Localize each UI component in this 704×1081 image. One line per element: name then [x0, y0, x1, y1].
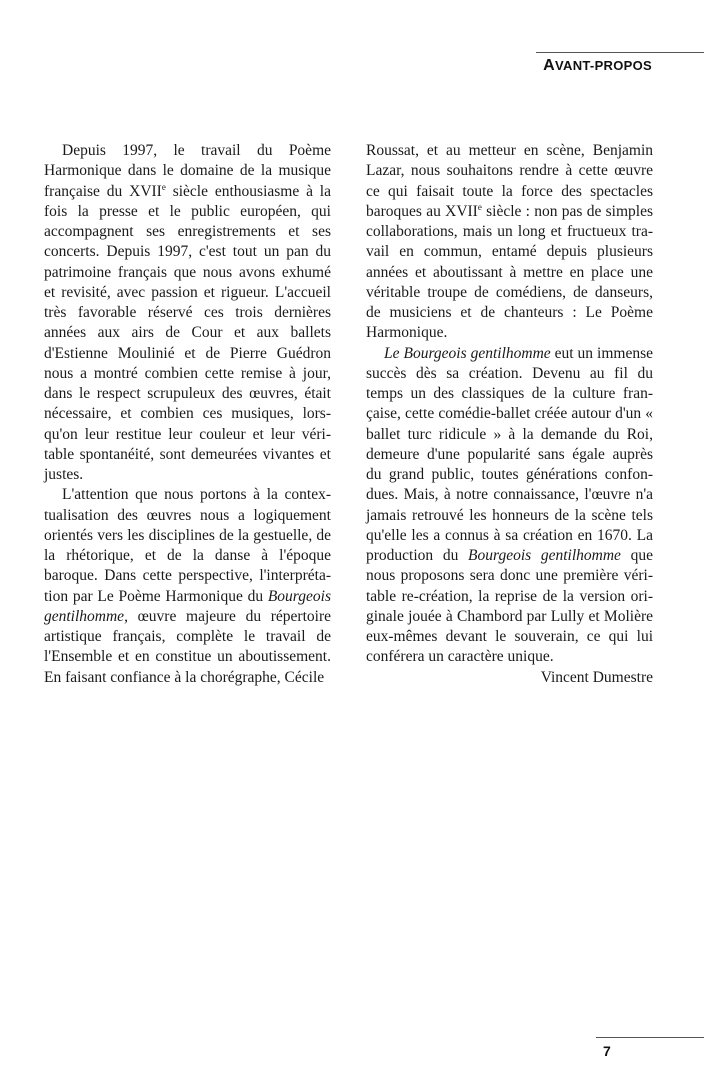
paragraph: [44, 485, 331, 688]
paragraph-text: siècle enthousiasme à la fois la presse et le public européen, qui accompagnent ses enregistrements et ses concerts. Depuis 1997, c'est tout un pan du patrimoine français que nous avons exhumé et revisité, avec passion et rigueur. L'accueil très favorable réservé ces trois dernières années aux airs de Cour et aux ballets d'Estienne Moulinié et de Pierre Guédron nous a montré combien cette remise à jour, dans le respect scrupuleux des œuvres, était nécessaire, et combien ces musiques, lorsqu'on leur restitue leur couleur et leur véritable spontanéité, sont demeurées vivantes et justes.: [44, 182, 331, 483]
paragraph-text: Roussat, et au metteur en scène, Benjamin Lazar, nous souhaitons rendre à cette œuvre ce qui faisait toute la force des spectacles baroques au XVII: [366, 142, 653, 220]
section-title: [543, 57, 652, 75]
work-title: Bourgeois gentilhomme: [468, 547, 621, 564]
paragraph-text: eut un immense succès dès sa création. Devenu au fil du temps un des classiques de la culture française, cette comédie-ballet créée autour d'un « ballet turc ridicule » à la demande du Roi, demeure d'une popularité sans égale auprès du grand public, toutes générations confondues. Mais, à notre connaissance, l'œuvre n'a jamais retrouvé les honneurs de la scène tels qu'elle les a connus à sa création en 1670. La production du: [366, 344, 653, 564]
section-title-rest: VANT-PROPOS: [555, 58, 652, 73]
paragraph: [44, 141, 331, 485]
work-title: Bourgeois gentilhomme: [44, 587, 331, 625]
signature: Vincent Dumestre: [540, 668, 653, 686]
header-rule: [536, 52, 704, 53]
page-number: 7: [603, 1043, 611, 1059]
paragraph-text: L'attention que nous portons à la contextualisation des œuvres nous a logiquement orientés vers les disciplines de la gestuelle, de la rhétorique, et de la danse à l'époque baroque. Dans cette perspective, l'interprétation par Le Poème Harmonique du: [44, 486, 331, 605]
paragraph-text: siècle : non pas de simples collaborations, mais un long et fructueux travail en commun, entamé depuis plusieurs années et aboutissant à mettre en place une véritable troupe de comédiens, de danseurs, de musiciens et de chanteurs : Le Poème Harmonique.: [366, 202, 653, 342]
superscript: e: [161, 181, 166, 192]
paragraph: [366, 141, 653, 344]
footer-rule: [596, 1037, 704, 1038]
paragraph: [366, 344, 653, 668]
work-title: Le Bourgeois gentilhomme: [384, 344, 551, 362]
section-title-initial: A: [543, 57, 556, 74]
left-column: [44, 141, 331, 688]
paragraph-text: , œuvre majeure du répertoire artistique français, complète le travail de l'Ensemble et en constitue un aboutissement. En faisant confiance à la chorégraphe, Cécile: [44, 607, 331, 686]
right-column: [366, 141, 653, 688]
paragraph-text: que nous proposons sera donc une première véritable re-création, la reprise de la version originale jouée à Chambord par Lully et Molière eux-mêmes devant le souverain, ce qui lui conférera un caractère unique.: [366, 547, 654, 666]
paragraph-text: Depuis 1997, le travail du Poème Harmonique dans le domaine de la musique française du XVII: [44, 142, 331, 200]
superscript: e: [477, 201, 482, 212]
